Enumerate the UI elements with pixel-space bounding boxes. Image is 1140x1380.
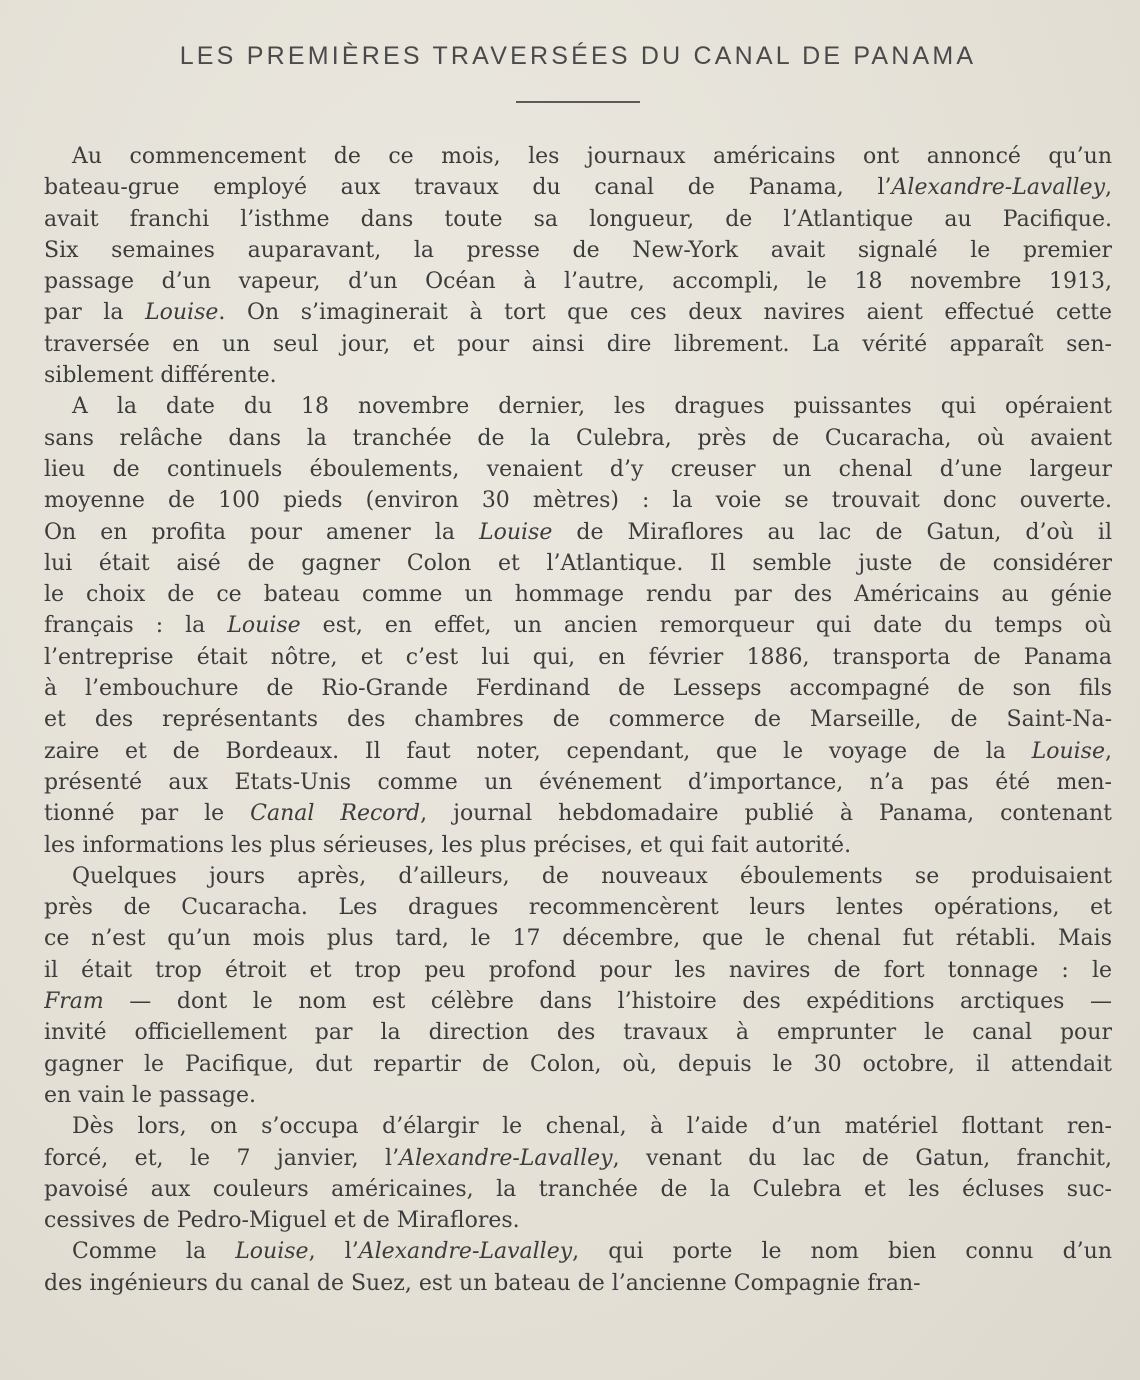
- text-line: [44, 204, 1112, 235]
- text-line: [44, 329, 1112, 360]
- italic-ship-name: Louise: [1031, 738, 1105, 764]
- text-line: [44, 235, 1112, 266]
- text-run: , qui porte le nom bien connu d’un: [572, 1239, 1112, 1265]
- text-line: [44, 1143, 1112, 1174]
- text-run: par la: [44, 300, 146, 326]
- text-run: , l’: [308, 1239, 359, 1265]
- text-run: le choix de ce bateau comme un hommage rendu par des Américains au génie: [44, 582, 1112, 608]
- text-run: A la date du 18 novembre dernier, les dragues puissantes qui opéraient: [72, 394, 1112, 420]
- text-run: français : la: [44, 613, 228, 639]
- text-run: Six semaines auparavant, la presse de New-York avait signalé le premier: [44, 237, 1112, 263]
- text-run: les informations les plus sérieuses, les plus précises, et qui fait autorité.: [44, 832, 852, 858]
- paragraph: [44, 391, 1112, 860]
- article-body: [44, 141, 1112, 1299]
- text-run: cessives de Pedro-Miguel et de Miraflores.: [44, 1208, 520, 1234]
- text-line: [44, 798, 1112, 829]
- text-line: [44, 767, 1112, 798]
- text-run: , journal hebdomadaire publié à Panama, contenant: [420, 801, 1112, 827]
- text-line: [44, 923, 1112, 954]
- text-line: [44, 1017, 1112, 1048]
- text-run: traversée en un seul jour, et pour ainsi dire librement. La vérité apparaît sen-: [44, 331, 1112, 357]
- text-line: [44, 548, 1112, 579]
- text-line: [44, 830, 1112, 861]
- text-line: [44, 610, 1112, 641]
- text-line: [44, 297, 1112, 328]
- italic-ship-name: Alexandre-Lavalley: [891, 175, 1105, 201]
- text-run: forcé, et, le 7 janvier, l’: [44, 1145, 400, 1171]
- text-line: [44, 1080, 1112, 1111]
- text-run: ce n’est qu’un mois plus tard, le 17 décembre, que le chenal fut rétabli. Mais: [44, 926, 1112, 952]
- text-run: sans relâche dans la tranchée de la Culebra, près de Cucaracha, où avaient: [44, 425, 1112, 451]
- text-run: à l’embouchure de Rio-Grande Ferdinand de Lesseps accompagné de son fils: [44, 676, 1112, 702]
- text-run: On en profita pour amener la: [44, 519, 479, 545]
- text-line: [44, 1268, 1112, 1299]
- text-line: [44, 517, 1112, 548]
- text-line: [44, 955, 1112, 986]
- text-run: Comme la: [72, 1239, 236, 1265]
- text-run: zaire et de Bordeaux. Il faut noter, cependant, que le voyage de la: [44, 738, 1032, 764]
- paragraph: [44, 141, 1112, 391]
- text-line: [44, 892, 1112, 923]
- text-line: [44, 172, 1112, 203]
- text-run: , venant du lac de Gatun, franchit,: [612, 1145, 1112, 1171]
- text-run: en vain le passage.: [44, 1082, 256, 1108]
- text-run: passage d’un vapeur, d’un Océan à l’autre, accompli, le 18 novembre 1913,: [44, 269, 1112, 295]
- italic-ship-name: Fram: [44, 989, 104, 1015]
- text-run: ,: [1105, 738, 1112, 764]
- italic-ship-name: Louise: [227, 613, 301, 639]
- text-line: [44, 1205, 1112, 1236]
- text-line: [44, 266, 1112, 297]
- text-run: des ingénieurs du canal de Suez, est un bateau de l’ancienne Compagnie fran-: [44, 1270, 921, 1296]
- text-line: [44, 579, 1112, 610]
- text-line: [44, 391, 1112, 422]
- text-line: [44, 141, 1112, 172]
- text-run: ,: [1105, 175, 1112, 201]
- text-run: lieu de continuels éboulements, venaient d’y creuser un chenal d’une largeur: [44, 456, 1112, 482]
- text-line: [44, 1174, 1112, 1205]
- text-run: lui était aisé de gagner Colon et l’Atlantique. Il semble juste de considérer: [44, 550, 1112, 576]
- text-run: est, en effet, un ancien remorqueur qui date du temps où: [300, 613, 1112, 639]
- text-line: [44, 986, 1112, 1017]
- text-run: et des représentants des chambres de commerce de Marseille, de Saint-Na-: [44, 707, 1112, 733]
- text-line: [44, 642, 1112, 673]
- text-run: pavoisé aux couleurs américaines, la tranchée de la Culebra et les écluses suc-: [44, 1176, 1112, 1202]
- text-line: [44, 673, 1112, 704]
- article-title: LES PREMIÈRES TRAVERSÉES DU CANAL DE PANAMA: [179, 42, 977, 70]
- italic-ship-name: Louise: [235, 1239, 309, 1265]
- text-line: [44, 423, 1112, 454]
- text-line: [44, 704, 1112, 735]
- text-run: — dont le nom est célèbre dans l’histoire des expéditions arctiques —: [103, 989, 1112, 1015]
- italic-ship-name: Louise: [145, 300, 219, 326]
- title-divider: [516, 101, 640, 103]
- text-run: siblement différente.: [44, 363, 277, 389]
- text-line: [44, 736, 1112, 767]
- paragraph: [44, 1111, 1112, 1236]
- text-line: [44, 861, 1112, 892]
- paragraph: [44, 861, 1112, 1111]
- text-line: [44, 1111, 1112, 1142]
- text-run: de Miraflores au lac de Gatun, d’où il: [552, 519, 1112, 545]
- text-run: . On s’imaginerait à tort que ces deux navires aient effectué cette: [218, 300, 1112, 326]
- text-run: invité officiellement par la direction des travaux à emprunter le canal pour: [44, 1020, 1112, 1046]
- paragraph: [44, 1236, 1112, 1299]
- italic-ship-name: Canal Record: [250, 801, 421, 827]
- text-line: [44, 454, 1112, 485]
- text-run: tionné par le: [44, 801, 251, 827]
- text-run: avait franchi l’isthme dans toute sa longueur, de l’Atlantique au Pacifique.: [44, 206, 1112, 232]
- text-run: Quelques jours après, d’ailleurs, de nouveaux éboulements se produisaient: [72, 863, 1112, 889]
- text-run: présenté aux Etats-Unis comme un événement d’importance, n’a pas été men-: [44, 769, 1112, 795]
- italic-ship-name: Alexandre-Lavalley: [358, 1239, 573, 1265]
- text-line: [44, 1049, 1112, 1080]
- text-run: moyenne de 100 pieds (environ 30 mètres) : la voie se trouvait donc ouverte.: [44, 488, 1112, 514]
- text-run: il était trop étroit et trop peu profond pour les navires de fort tonnage : le: [44, 957, 1112, 983]
- text-run: près de Cucaracha. Les dragues recommencèrent leurs lentes opérations, et: [44, 895, 1112, 921]
- text-line: [44, 1236, 1112, 1267]
- italic-ship-name: Louise: [478, 519, 553, 545]
- text-run: gagner le Pacifique, dut repartir de Colon, où, depuis le 30 octobre, il attendait: [44, 1051, 1112, 1077]
- italic-ship-name: Alexandre-Lavalley: [399, 1145, 613, 1171]
- text-run: l’entreprise était nôtre, et c’est lui qui, en février 1886, transporta de Panama: [44, 644, 1112, 670]
- text-run: Au commencement de ce mois, les journaux américains ont annoncé qu’un: [72, 144, 1112, 169]
- text-run: Dès lors, on s’occupa d’élargir le chenal, à l’aide d’un matériel flottant ren-: [72, 1114, 1112, 1140]
- text-run: bateau-grue employé aux travaux du canal de Panama, l’: [44, 175, 892, 201]
- text-line: [44, 485, 1112, 516]
- text-line: [44, 360, 1112, 391]
